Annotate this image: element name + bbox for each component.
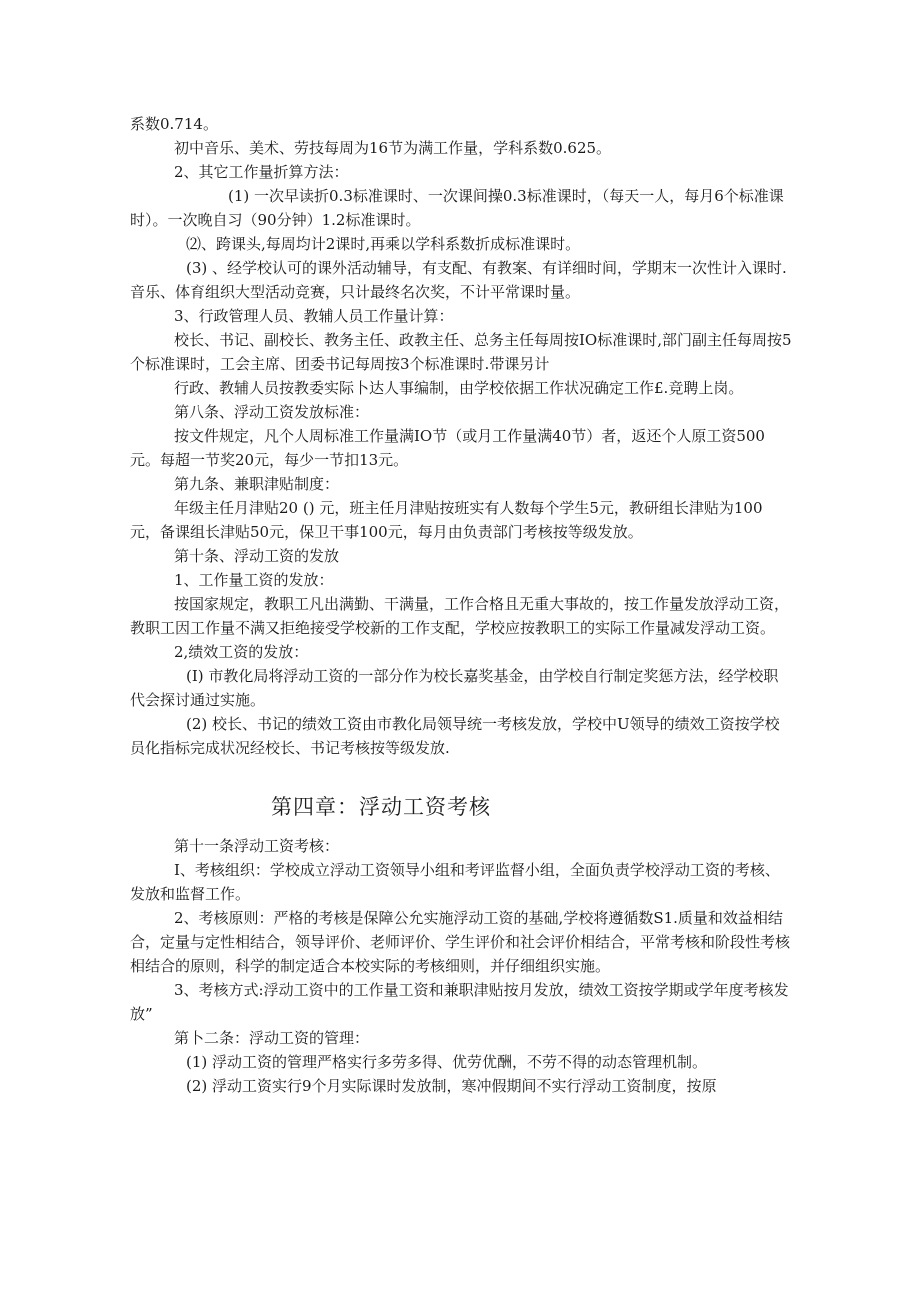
- paragraph: (2) 浮动工资实行9个月实际课时发放制，寒冲假期间不实行浮动工资制度，按原: [186, 1077, 717, 1095]
- paragraph: (1) 浮动工资的管理严格实行多劳多得、优劳优酬，不劳不得的动态管理机制。: [186, 1053, 708, 1071]
- paragraph: ⑵、跨课头,每周均计2课时,再乘以学科系数折成标准课时。: [186, 235, 581, 253]
- article-title: 第八条、浮动工资发放标准：: [174, 403, 370, 421]
- paragraph: 初中音乐、美术、劳技每周为16节为满工作量，学科系数0.625。: [174, 139, 612, 157]
- paragraph: 按国家规定，教职工凡出满勤、干满量，工作合格且无重大事故的，按工作量发放浮动工资，教职工因工作量不满又拒绝接受学校新的工作支配，学校应按教职工的实际工作量减发浮动工资。: [130, 595, 790, 637]
- section-label: 3、行政管理人员、教辅人员工作量计算：: [174, 307, 454, 325]
- chapter-heading: 第四章：浮动工资考核: [271, 795, 491, 819]
- document-body: [130, 112, 792, 1098]
- paragraph: (3) 、经学校认可的课外活动辅导，有支配、有教案、有详细时间，学期末一次性计入课时.音乐、体育组织大型活动竞赛，只计最终名次奖，不计平常课时量。: [130, 259, 787, 301]
- paragraph: I、考核组织：学校成立浮动工资领导小组和考评监督小组，全面负责学校浮动工资的考核、发放和监督工作。: [130, 861, 780, 903]
- paragraph: 3、考核方式:浮动工资中的工作量工资和兼职津贴按月发放，绩效工资按学期或学年度考核发放”: [130, 981, 789, 1023]
- section-label: 1、工作量工资的发放：: [174, 571, 334, 589]
- article-title: 第九条、兼职津贴制度：: [174, 475, 340, 493]
- article-title: 第卜二条：浮动工资的管理：: [174, 1029, 370, 1047]
- paragraph: 2、考核原则：严格的考核是保障公允实施浮动工资的基础,学校将遵循数S1.质量和效益相结合，定量与定性相结合，领导评价、老师评价、学生评价和社会评价相结合，平常考核和阶段性考核相结合的原则，科学的制定适合本校实际的考核细则，并仔细组织实施。: [130, 909, 791, 975]
- paragraph: 系数0.714。: [130, 115, 218, 133]
- section-label: 2、其它工作量折算方法：: [174, 163, 349, 181]
- paragraph: 按文件规定，凡个人周标准工作量满IO节（或月工作量满40节）者，返还个人原工资500元。每超一节奖20元，每少一节扣13元。: [130, 427, 765, 469]
- article-title: 第十条、浮动工资的发放: [174, 547, 340, 565]
- paragraph: 行政、教辅人员按教委实际卜达人事编制，由学校依据工作状况确定工作£.竞聘上岗。: [174, 379, 744, 397]
- paragraph: (I) 市教化局将浮动工资的一部分作为校长嘉奖基金，由学校自行制定奖惩方法，经学校职代会探讨通过实施。: [130, 667, 779, 709]
- article-title: 第十一条浮动工资考核：: [174, 837, 340, 855]
- paragraph: (1) 一次早读折0.3标准课时、一次课间操0.3标准课时，（每天一人，每月6个标准课时）。一次晚自习（90分钟）1.2标准课时。: [130, 187, 784, 229]
- paragraph: (2) 校长、书记的绩效工资由市教化局领导统一考核发放，学校中U领导的绩效工资按学校员化指标完成状况经校长、书记考核按等级发放.: [130, 715, 780, 757]
- paragraph: 校长、书记、副校长、教务主任、政教主任、总务主任每周按IO标准课时,部门副主任每周按5个标准课时，工会主席、团委书记每周按3个标准课时.带课另计: [130, 331, 792, 373]
- section-label: 2,绩效工资的发放：: [174, 643, 309, 661]
- paragraph: 年级主任月津贴20 () 元，班主任月津贴按班实有人数每个学生5元，教研组长津贴为100元，备课组长津贴50元，保卫干事100元，每月由负责部门考核按等级发放。: [130, 499, 763, 541]
